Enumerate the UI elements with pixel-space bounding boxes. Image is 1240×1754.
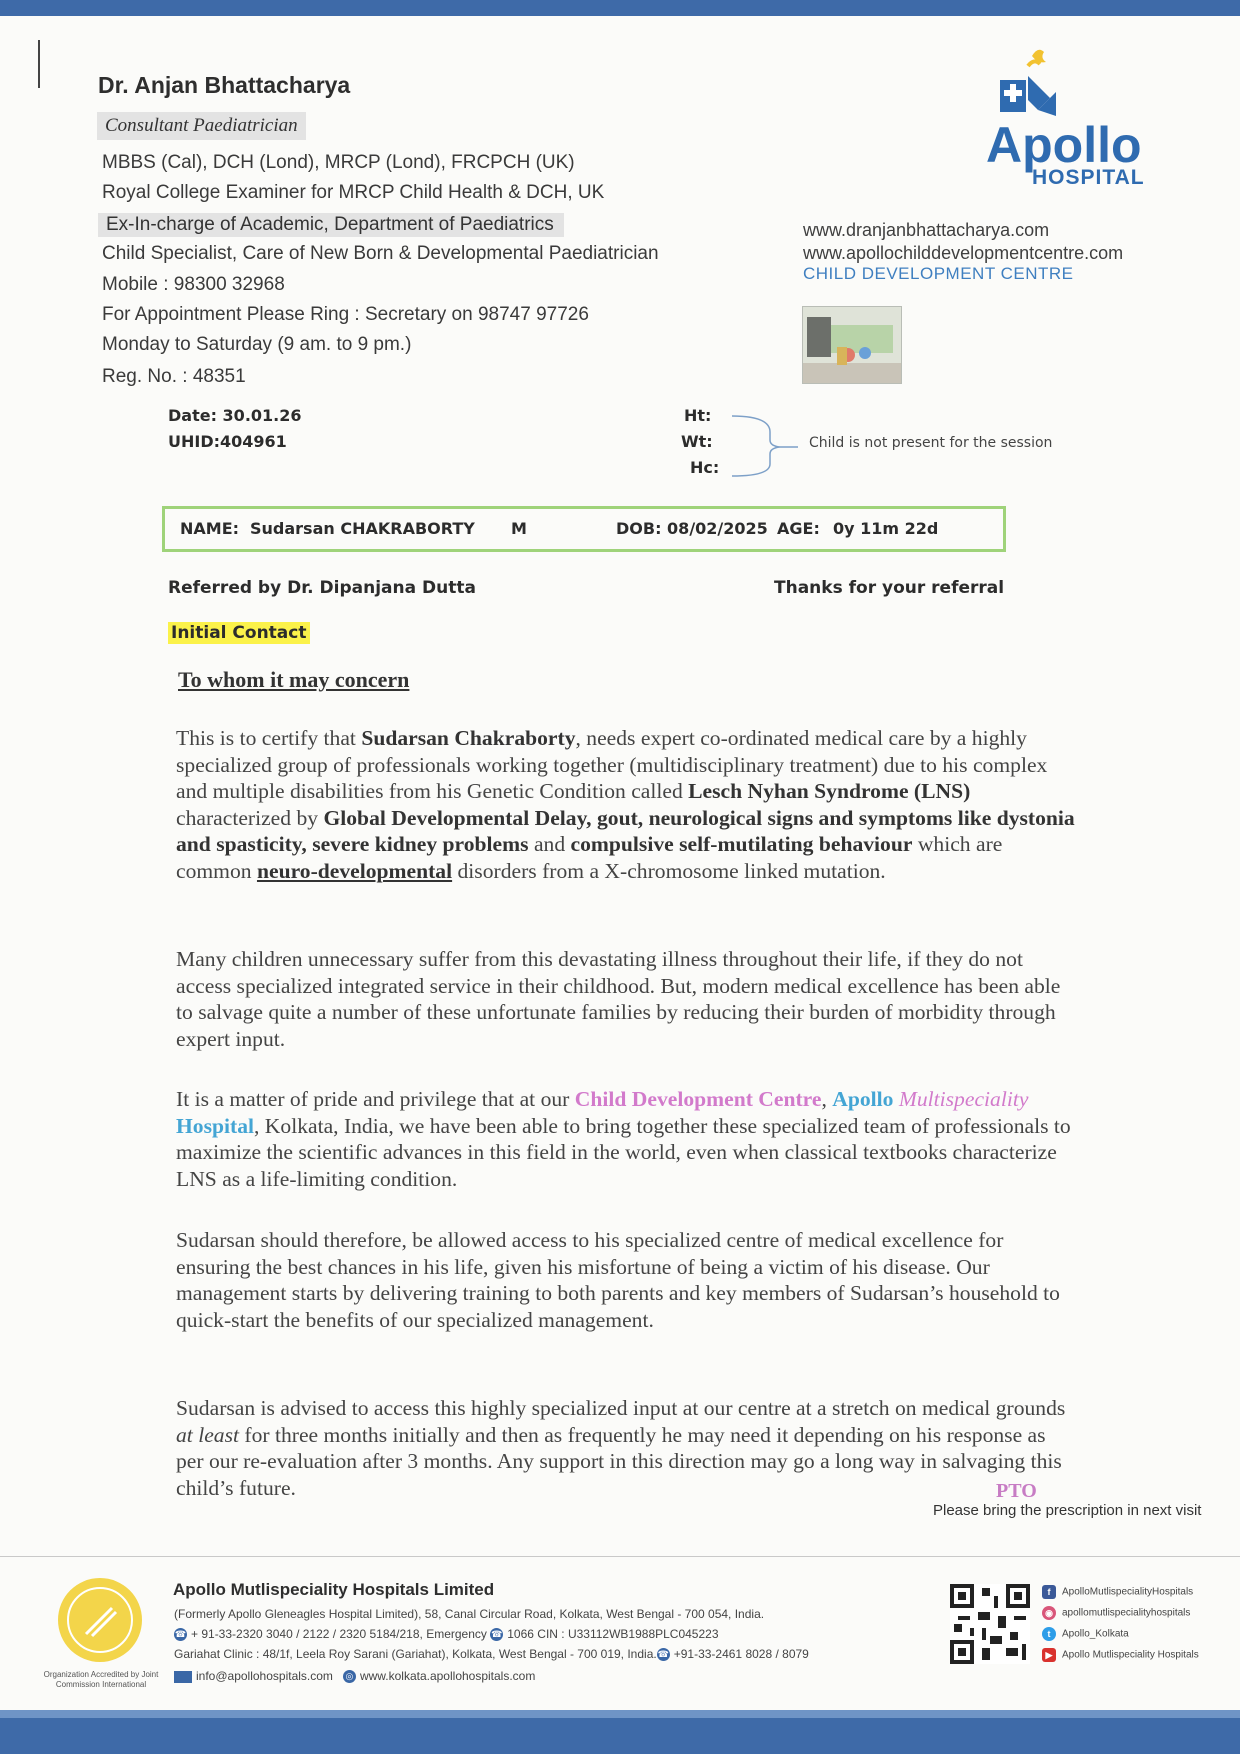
- footer-clinic: Gariahat Clinic : 48/1f, Leela Roy Sarani (Gariahat), Kolkata, West Bengal - 700 019, India.☎ +91-33-2461 8028 / 8079: [174, 1647, 809, 1661]
- doctor-qualifications: MBBS (Cal), DCH (Lond), MRCP (Lond), FRCPCH (UK): [102, 152, 575, 173]
- top-border-band: [0, 0, 1240, 16]
- doctor-name: Dr. Anjan Bhattacharya: [98, 72, 351, 98]
- footer-divider: [0, 1556, 1240, 1557]
- letter-paragraph-3: It is a matter of pride and privilege that at our Child Development Centre, Apollo Multispeciality Hospital, Kolkata, India, we have been able to bring together these specialized team of professionals to maximize the scientific advances in this field in the world, even when classical textbooks characterize LNS as a life-limiting condition.: [176, 1087, 1071, 1191]
- clinic-phone-icon: ☎: [657, 1649, 669, 1660]
- emergency-phone-icon: ☎: [491, 1629, 503, 1640]
- qr-code-icon: [950, 1584, 1030, 1664]
- letter-paragraph-1: This is to certify that Sudarsan Chakraborty, needs expert co-ordinated medical care by a highly specialized group of professionals working together (multidisciplinary treatment) due to his complex and multiple disabilities from his Genetic Condition called Lesch Nyhan Syndrome (LNS) characterized by Global Developmental Delay, gout, neurological signs and symptoms like dystonia and spasticity, severe kidney problems and compulsive self-mutilating behaviour which are common neuro-developmental disorders from a X-chromosome linked mutation.: [176, 726, 1075, 883]
- patient-sex: M: [511, 519, 527, 538]
- patient-name-label: NAME:: [180, 519, 240, 538]
- doctor-specialist: Child Specialist, Care of New Born & Developmental Paediatrician: [102, 243, 659, 264]
- patient-dob: DOB: 08/02/2025: [616, 519, 768, 538]
- pto-marker: PTO: [996, 1480, 1037, 1502]
- measurement-note: Child is not present for the session: [809, 435, 1053, 451]
- website-centre: www.apollochilddevelopmentcentre.com: [803, 243, 1124, 263]
- globe-icon: ◎: [343, 1670, 356, 1683]
- accreditation-text: Organization Accredited by Joint Commission International: [43, 1670, 159, 1689]
- mail-icon: [174, 1671, 192, 1683]
- footer-company: Apollo Mutlispeciality Hospitals Limited: [173, 1580, 495, 1599]
- visit-uhid: UHID:404961: [168, 432, 287, 451]
- jci-seal-icon: [56, 1576, 144, 1664]
- website-doctor: www.dranjanbhattacharya.com: [803, 220, 1050, 240]
- instagram-icon: ◉: [1042, 1606, 1056, 1620]
- prescription-reminder: Please bring the prescription in next visit: [933, 1502, 1202, 1519]
- social-youtube[interactable]: ▶ Apollo Mutlispeciality Hospitals: [1042, 1648, 1199, 1662]
- doctor-title: Consultant Paediatrician: [97, 112, 306, 140]
- social-twitter[interactable]: t Apollo_Kolkata: [1042, 1627, 1129, 1641]
- doctor-hours: Monday to Saturday (9 am. to 9 pm.): [102, 334, 412, 355]
- bottom-border-band: [0, 1718, 1240, 1754]
- footer-phones: ☎ + 91-33-2320 3040 / 2122 / 2320 5184/218, Emergency ☎ 1066 CIN : U33112WB1988PLC045223: [174, 1627, 719, 1641]
- footer-address: (Formerly Apollo Gleneagles Hospital Limited), 58, Canal Circular Road, Kolkata, West Bengal - 700 054, India.: [174, 1607, 765, 1621]
- apollo-hospital-logo: [980, 46, 1160, 196]
- letter-paragraph-2: Many children unnecessary suffer from this devastating illness throughout their life, if they do not access specialized integrated service in their childhood. But, modern medical excellence has been able to salvage quite a number of these unfortunate families by reducing their burden of morbidity through expert input.: [176, 947, 1061, 1051]
- margin-mark: [38, 40, 40, 88]
- patient-age-label: AGE:: [777, 519, 820, 538]
- patient-age: 0y 11m 22d: [833, 519, 939, 538]
- svg-text:Apollo: Apollo: [986, 117, 1142, 173]
- bottom-border-accent: [0, 1710, 1240, 1718]
- social-instagram[interactable]: ◉ apollomutlispecialityhospitals: [1042, 1606, 1190, 1620]
- measurement-brace: [730, 414, 800, 485]
- referral-thanks: Thanks for your referral: [774, 578, 1005, 598]
- letter-paragraph-5: Sudarsan is advised to access this highly specialized input at our centre at a stretch on medical grounds at least for three months initially and then as frequently he may need it depending on his response as per our re-evaluation after 3 months. Any support in this direction may go a long way in salvaging this child’s future.: [176, 1396, 1066, 1500]
- height-label: Ht:: [684, 406, 712, 425]
- youtube-icon: ▶: [1042, 1648, 1056, 1662]
- phone-icon: ☎: [174, 1629, 187, 1640]
- twitter-icon: t: [1042, 1627, 1056, 1641]
- centre-name: CHILD DEVELOPMENT CENTRE: [803, 264, 1074, 283]
- weight-label: Wt:: [681, 432, 713, 451]
- footer-contact: info@apollohospitals.com ◎ www.kolkata.apollohospitals.com: [174, 1669, 535, 1683]
- referred-by: Referred by Dr. Dipanjana Dutta: [168, 578, 476, 598]
- facebook-icon: f: [1042, 1585, 1056, 1599]
- letter-paragraph-4: Sudarsan should therefore, be allowed access to his specialized centre of medical excellence for ensuring the best chances in his life, given his misfortune of being a victim of his disease. Our management starts by delivering training to both parents and key members of Sudarsan’s household to quick-start the benefits of our specialized management.: [176, 1228, 1060, 1332]
- letter-salutation: To whom it may concern: [178, 667, 410, 692]
- doctor-ex-in-charge: Ex-In-charge of Academic, Department of Paediatrics: [98, 213, 564, 237]
- visit-date: Date: 30.01.26: [168, 406, 302, 425]
- doctor-reg-no: Reg. No. : 48351: [102, 366, 246, 387]
- head-circumference-label: Hc:: [690, 458, 720, 477]
- doctor-appointment: For Appointment Please Ring : Secretary on 98747 97726: [102, 304, 589, 325]
- patient-name: Sudarsan CHAKRABORTY: [250, 519, 475, 538]
- doctor-mobile: Mobile : 98300 32968: [102, 274, 285, 295]
- svg-text:HOSPITAL: HOSPITAL: [1032, 166, 1145, 189]
- centre-photo: [802, 306, 902, 384]
- doctor-examiner: Royal College Examiner for MRCP Child Health & DCH, UK: [102, 182, 605, 203]
- social-facebook[interactable]: f ApolloMutlispecialityHospitals: [1042, 1585, 1193, 1599]
- contact-type-badge: Initial Contact: [168, 622, 310, 644]
